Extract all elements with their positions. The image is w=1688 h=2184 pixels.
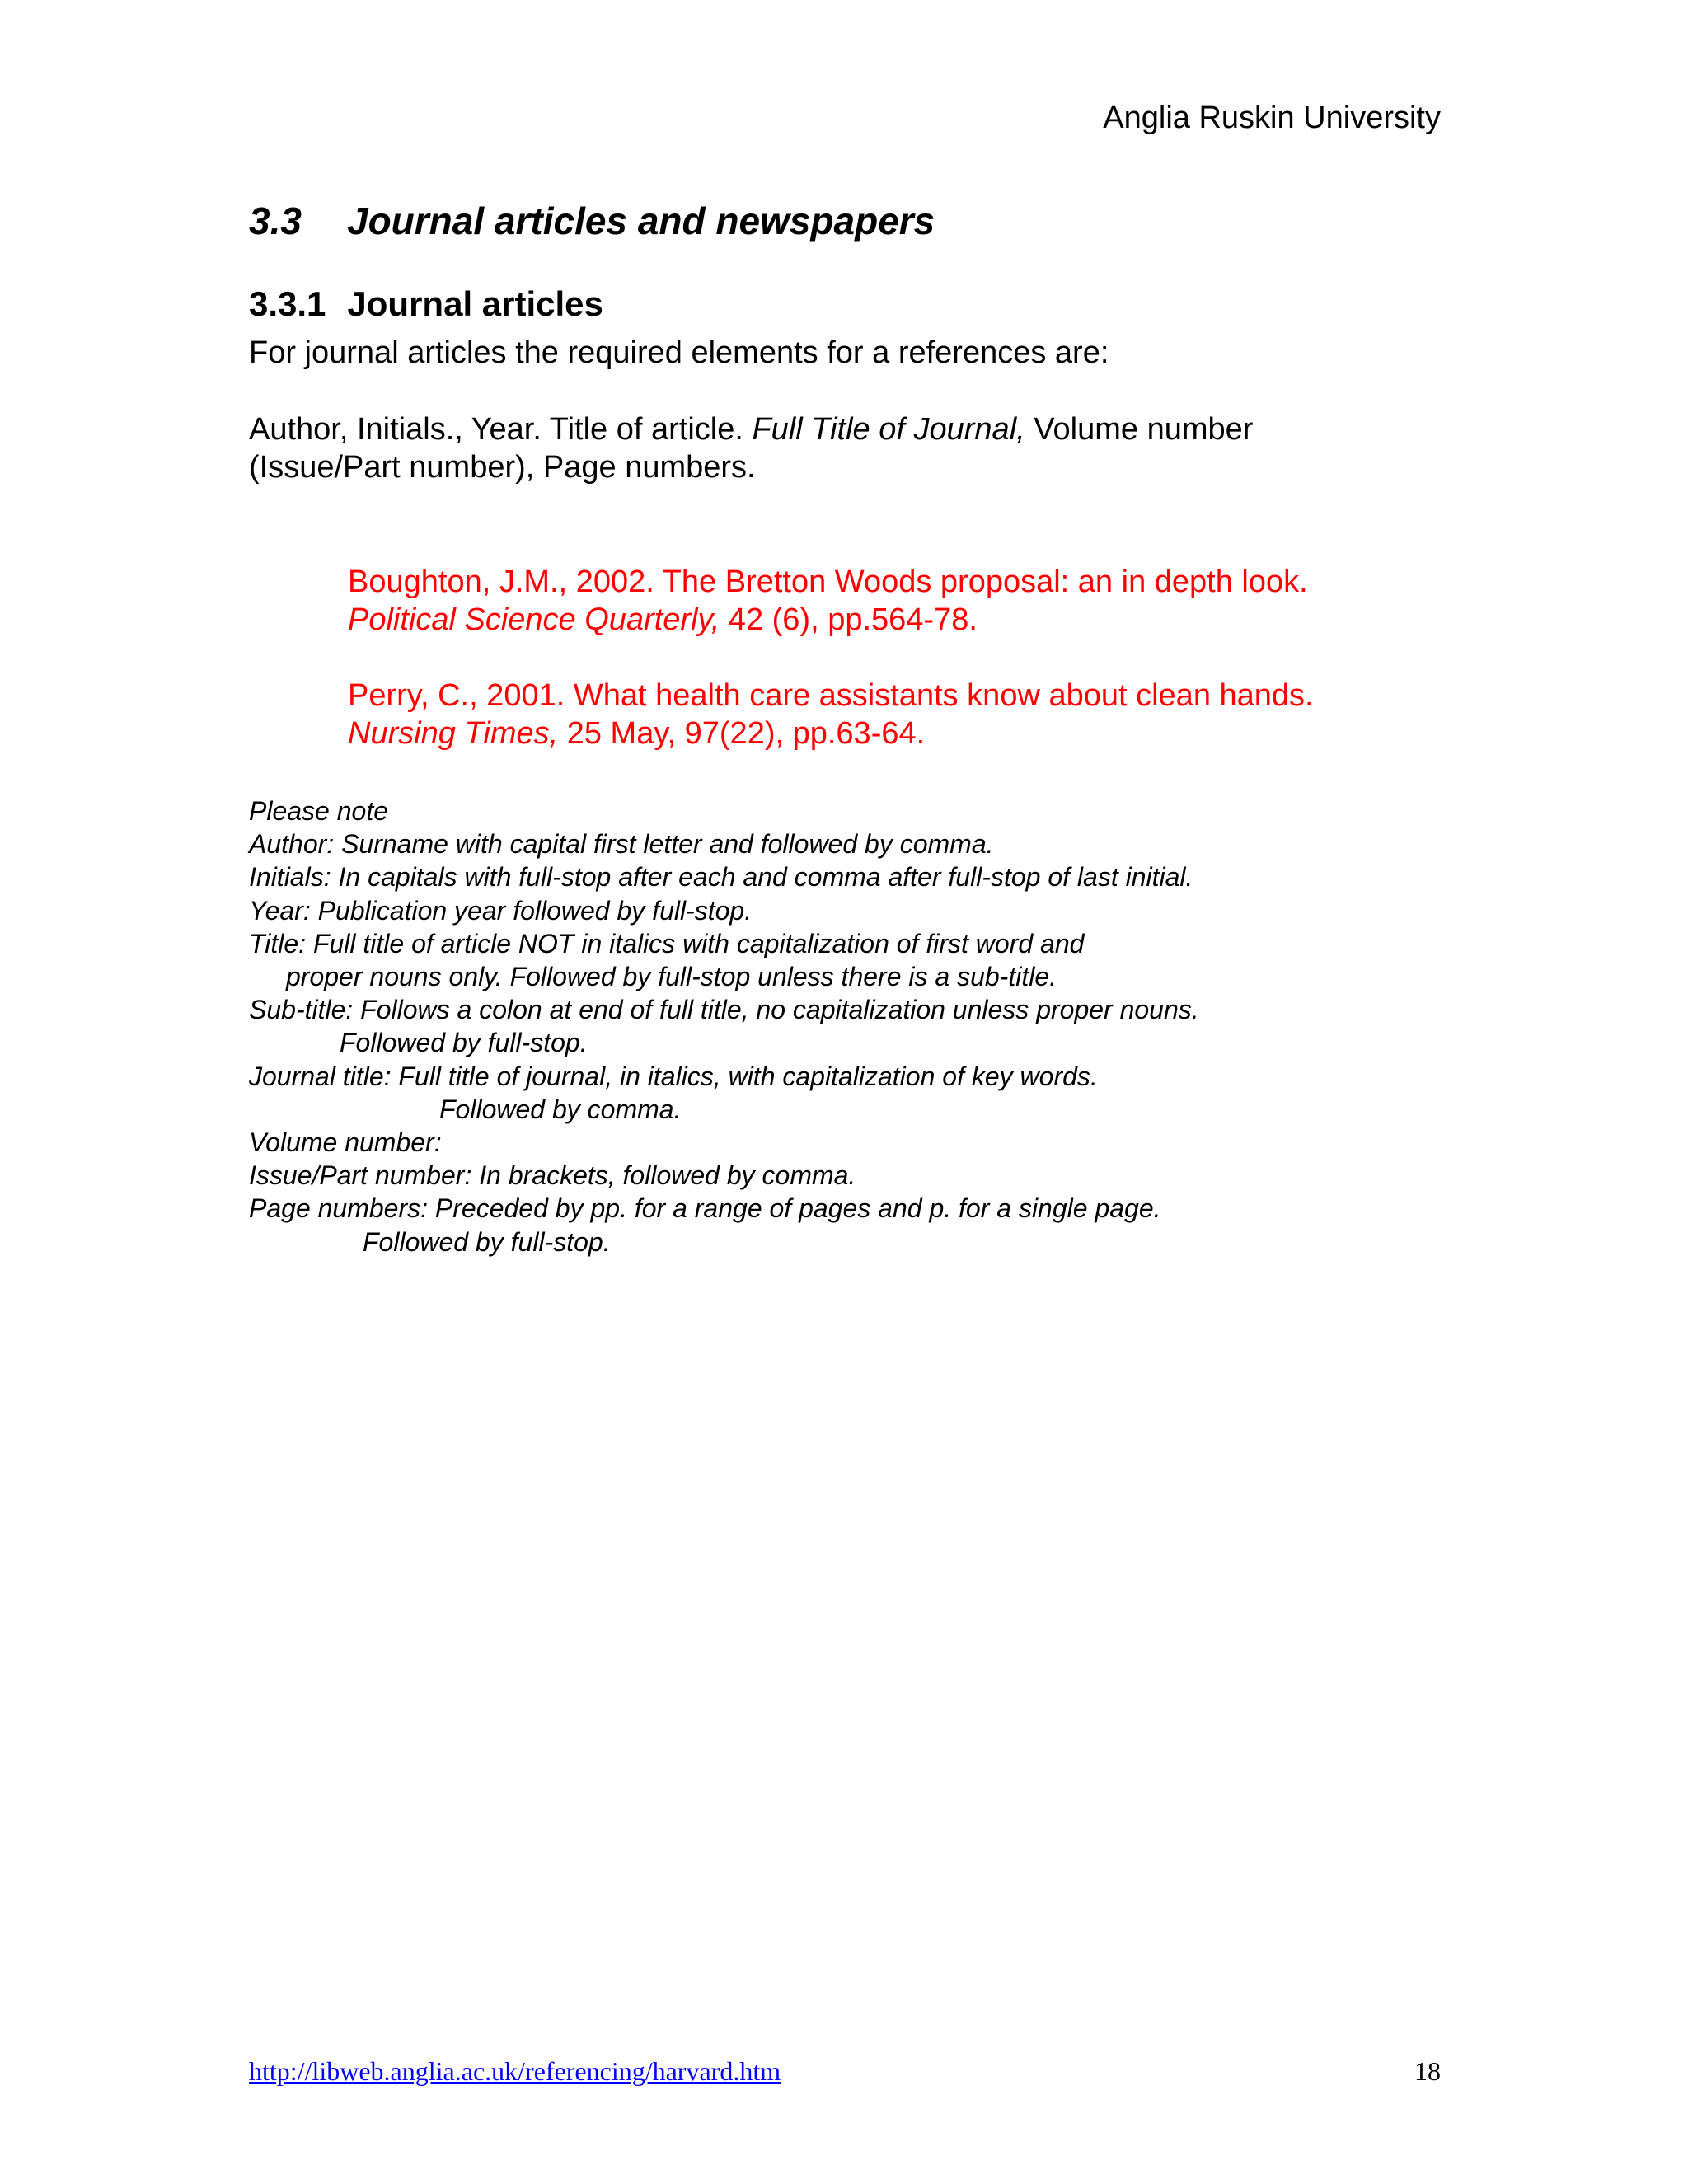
note-line: Sub-title: Follows a colon at end of full title, no capitalization unless proper nouns. bbox=[249, 995, 1199, 1025]
section-number: 3.3 bbox=[249, 199, 302, 242]
reference-format bbox=[249, 410, 1419, 486]
example-line-2 bbox=[348, 715, 1314, 752]
format-journal: Full Title of Journal, bbox=[752, 412, 1025, 447]
example-details: 25 May, 97(22), pp.63-64. bbox=[558, 716, 926, 751]
format-line-2: (Issue/Part number), Page numbers. bbox=[249, 450, 756, 485]
note-line: Year: Publication year followed by full-stop. bbox=[249, 895, 753, 926]
note-heading: Please note bbox=[249, 796, 389, 826]
note-line: Followed by full-stop. bbox=[340, 1028, 588, 1058]
note-line: Initials: In capitals with full-stop after each and comma after full-stop of last initial. bbox=[249, 862, 1193, 893]
example-details: 42 (6), pp.564-78. bbox=[720, 602, 978, 637]
header-institution: Anglia Ruskin University bbox=[1103, 101, 1441, 135]
intro-paragraph: For journal articles the required elements for a references are: bbox=[249, 335, 1109, 370]
subsection-heading bbox=[249, 284, 603, 325]
example-line-1: Boughton, J.M., 2002. The Bretton Woods proposal: an in depth look. bbox=[348, 565, 1308, 599]
subsection-number: 3.3.1 bbox=[249, 284, 326, 323]
example-journal: Nursing Times, bbox=[348, 716, 559, 751]
please-note-section bbox=[249, 794, 1199, 1258]
example-line-2 bbox=[348, 601, 1314, 639]
example-reference bbox=[348, 677, 1314, 752]
note-line: Followed by full-stop. bbox=[363, 1226, 611, 1257]
reference-examples bbox=[348, 563, 1314, 790]
example-journal: Political Science Quarterly, bbox=[348, 602, 720, 637]
subsection-title-text: Journal articles bbox=[347, 284, 603, 323]
note-line: Followed by comma. bbox=[439, 1094, 682, 1124]
format-prefix: Author, Initials., Year. Title of article. bbox=[249, 412, 753, 447]
section-title-text: Journal articles and newspapers bbox=[347, 199, 935, 242]
section-heading bbox=[249, 198, 935, 244]
example-line-1: Perry, C., 2001. What health care assistants know about clean hands. bbox=[348, 678, 1314, 713]
page-number: 18 bbox=[1414, 2056, 1441, 2086]
note-line: Journal title: Full title of journal, in italics, with capitalization of key words. bbox=[249, 1061, 1098, 1091]
format-suffix: Volume number bbox=[1025, 412, 1254, 447]
example-reference bbox=[348, 563, 1314, 639]
format-line-1 bbox=[249, 410, 1419, 448]
note-line: Title: Full title of article NOT in italics with capitalization of first word and bbox=[249, 928, 1085, 958]
note-line: Volume number: bbox=[249, 1127, 442, 1158]
note-line: Page numbers: Preceded by pp. for a range of pages and p. for a single page. bbox=[249, 1193, 1161, 1224]
note-line: Issue/Part number: In brackets, followed by comma. bbox=[249, 1160, 856, 1191]
note-line: Author: Surname with capital first letter and followed by comma. bbox=[249, 829, 994, 860]
footer-link[interactable]: http://libweb.anglia.ac.uk/referencing/harvard.htm bbox=[249, 2056, 781, 2086]
note-line: proper nouns only. Followed by full-stop unless there is a sub-title. bbox=[286, 962, 1057, 992]
